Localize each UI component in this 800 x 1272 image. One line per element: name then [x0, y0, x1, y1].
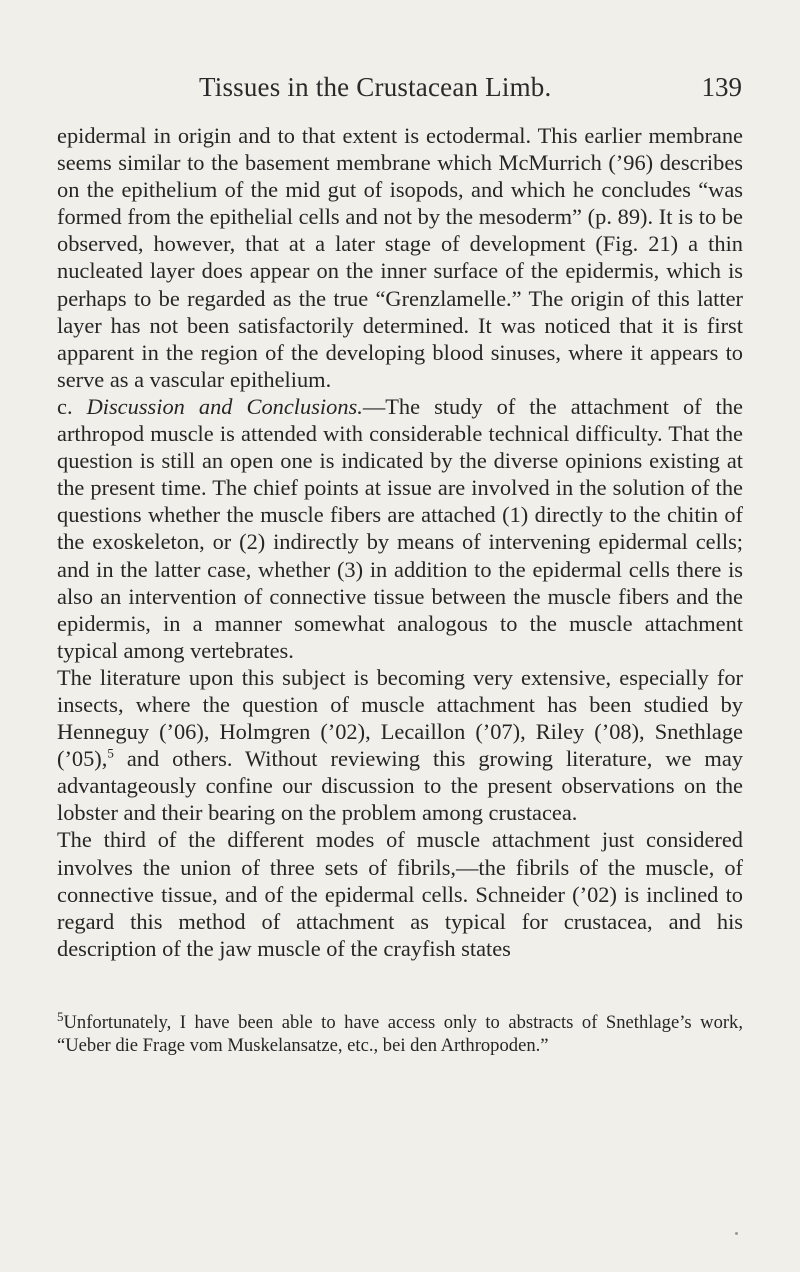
- footnote-body: Unfortunately, I have been able to have access only to abstracts of Snethlage’s work, “Ueber die Frage vom Muskelansatze, etc., bei den Arthropoden.”: [57, 1012, 743, 1056]
- body-text: [57, 122, 743, 962]
- paragraph-3-text-a: The literature upon this subject is becoming very extensive, especially for insects, where the question of muscle attachment has been studied by Henneguy (’06), Holmgren (’02), Lecaillon (’07), Riley (’08), Snethlage (’05),: [57, 664, 743, 772]
- section-label: c.: [57, 393, 87, 419]
- footnote-text: [57, 1008, 743, 1057]
- running-title: Tissues in the Crustacean Limb.: [199, 72, 552, 102]
- paper-speck: [735, 1232, 738, 1235]
- section-heading: Discussion and Conclusions.: [86, 393, 363, 419]
- paragraph-2-text: —The study of the attachment of the arthropod muscle is attended with considerable technical difficulty. That the question is still an open one is indicated by the diverse opinions existing at the present time. The chief points at issue are involved in the solution of the questions whether the muscle fibers are attached (1) directly to the chitin of the exoskeleton, or (2) indirectly by means of intervening epidermal cells; and in the latter case, whether (3) in addition to the epidermal cells there is also an intervention of connective tissue between the muscle fibers and the epidermis, in a manner somewhat analogous to the muscle attachment typical among vertebrates.: [57, 393, 743, 663]
- paragraph-2: [57, 393, 743, 664]
- footnote-mark: 5: [57, 1008, 64, 1024]
- footnote: [57, 1008, 743, 1057]
- paragraph-1: epidermal in origin and to that extent is ectodermal. This earlier membrane seems similar to the basement membrane which McMurrich (’96) describes on the epithelium of the mid gut of isopods, and which he concludes “was formed from the epithelial cells and not by the mesoderm” (p. 89). It is to be observed, however, that at a later stage of development (Fig. 21) a thin nucleated layer does appear on the inner surface of the epidermis, which is perhaps to be regarded as the true “Grenzlamelle.” The origin of this latter layer has not been satisfactorily determined. It was noticed that it is first apparent in the region of the developing blood sinuses, where it appears to serve as a vascular epithelium.: [57, 123, 743, 392]
- running-header: [0, 72, 800, 112]
- paragraph-3: [57, 664, 743, 827]
- paragraph-4: The third of the different modes of muscle attachment just considered involves the union of three sets of fibrils,—the fibrils of the muscle, of connective tissue, and of the epidermal cells. Schneider (’02) is inclined to regard this method of attachment as typical for crustacea, and his description of the jaw muscle of the crayfish states: [57, 827, 743, 961]
- page-number: 139: [701, 72, 742, 102]
- footnote-reference[interactable]: 5: [107, 745, 114, 761]
- paragraph-3-text-b: and others. Without reviewing this growing literature, we may advantageously confine our discussion to the present observations on the lobster and their bearing on the problem among crustacea.: [57, 746, 743, 826]
